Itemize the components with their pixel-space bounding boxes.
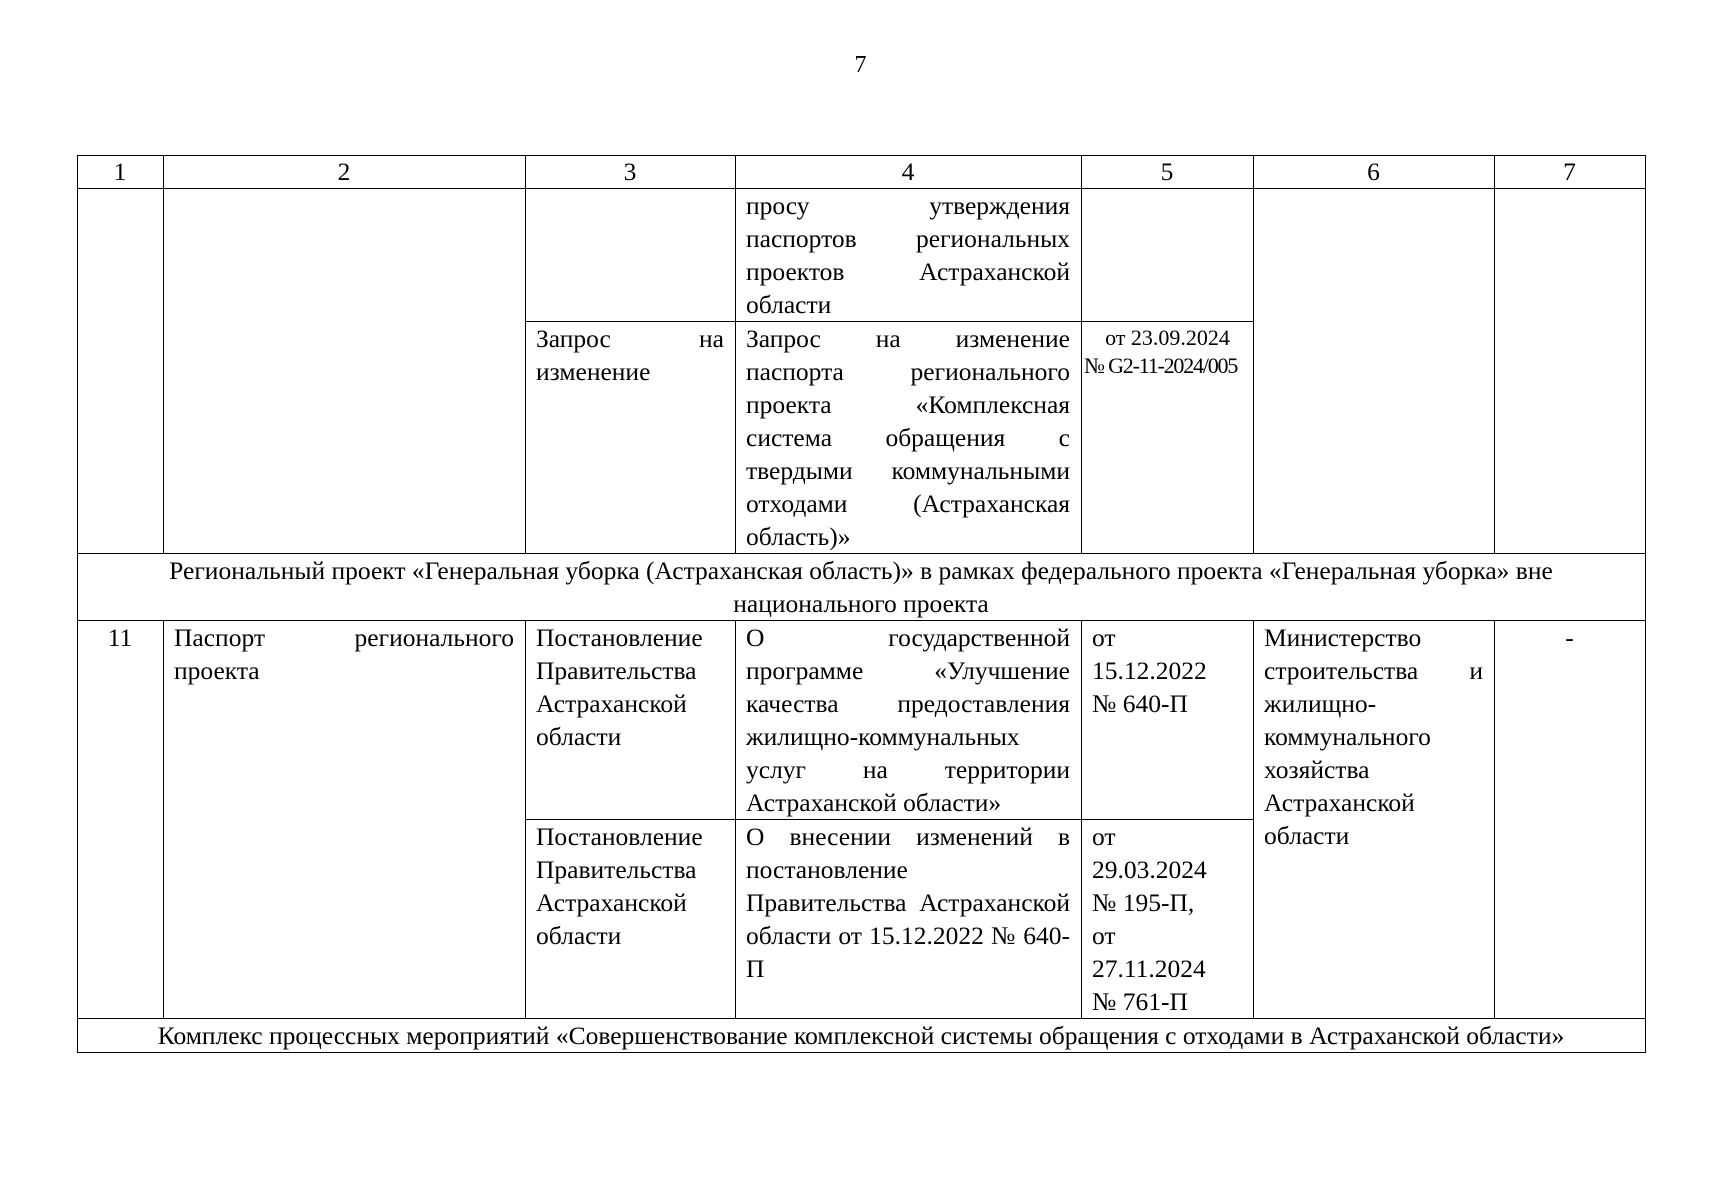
section-row bbox=[78, 554, 1646, 621]
document-description: просу утверждения паспортов региональных проектов Астраханской области bbox=[736, 189, 1082, 322]
document-date-line: 27.11.2024 bbox=[1092, 954, 1206, 983]
row-number: 11 bbox=[78, 621, 164, 1019]
document-date-line: № 640-П bbox=[1092, 689, 1188, 718]
table-cell bbox=[1495, 189, 1646, 554]
document-description: Запрос на изменение паспорта регионального проекта «Комплексная система обращения с твердыми коммунальными отходами (Астраханская область)» bbox=[736, 322, 1082, 554]
document-date-line: № 195-П, bbox=[1092, 888, 1195, 917]
table-row bbox=[78, 189, 1646, 322]
document-description: О внесении изменений в постановление Правительства Астраханской области от 15.12.2022 № 640-П bbox=[736, 820, 1082, 1019]
table-cell bbox=[78, 189, 164, 554]
column-header: 6 bbox=[1254, 156, 1495, 189]
column-number-row bbox=[78, 156, 1646, 189]
document-type: Постановление Правительства Астраханской области bbox=[526, 820, 736, 1019]
section-row bbox=[78, 1019, 1646, 1053]
document-date bbox=[1082, 621, 1254, 820]
column-header: 4 bbox=[736, 156, 1082, 189]
column-header: 1 bbox=[78, 156, 164, 189]
column-header: 3 bbox=[526, 156, 736, 189]
column-header: 7 bbox=[1495, 156, 1646, 189]
section-title: Комплекс процессных мероприятий «Совершенствование комплексной системы обращения с отходами в Астраханской области» bbox=[78, 1019, 1646, 1053]
document-description: О государственной программе «Улучшение качества предоставления жилищно-коммунальных услуг на территории Астраханской области» bbox=[736, 621, 1082, 820]
document-date-line: 15.12.2022 bbox=[1092, 656, 1207, 685]
document-date bbox=[1082, 820, 1254, 1019]
document-date-line: от bbox=[1092, 921, 1116, 950]
table-row bbox=[78, 621, 1646, 820]
document-type: Запрос на изменение bbox=[526, 322, 736, 554]
registry-table bbox=[77, 155, 1646, 1053]
table-cell bbox=[526, 189, 736, 322]
document-date-line: № 761-П bbox=[1092, 987, 1188, 1016]
document-number: № G2-11-2024/005 bbox=[1084, 353, 1238, 378]
table-cell bbox=[164, 189, 526, 554]
document-date bbox=[1082, 322, 1254, 554]
responsible-body: Министерство строительства и жилищно-коммунального хозяйства Астраханской области bbox=[1254, 621, 1495, 1019]
column-header: 2 bbox=[164, 156, 526, 189]
column-header: 5 bbox=[1082, 156, 1254, 189]
document-date-line: 29.03.2024 bbox=[1092, 855, 1207, 884]
document-date-line: от bbox=[1092, 822, 1116, 851]
table-cell bbox=[1254, 189, 1495, 554]
document-date-line: от 23.09.2024 bbox=[1105, 325, 1230, 350]
table-cell bbox=[1082, 189, 1254, 322]
document-date-line: от bbox=[1092, 623, 1116, 652]
column-7-value: - bbox=[1495, 621, 1646, 1019]
document-type: Постановление Правительства Астраханской области bbox=[526, 621, 736, 820]
document-name: Паспорт регионального проекта bbox=[164, 621, 526, 1019]
page-number: 7 bbox=[854, 52, 867, 78]
section-title: Региональный проект «Генеральная уборка (Астраханская область)» в рамках федерального проекта «Генеральная уборка» вне национального проекта bbox=[78, 554, 1646, 621]
